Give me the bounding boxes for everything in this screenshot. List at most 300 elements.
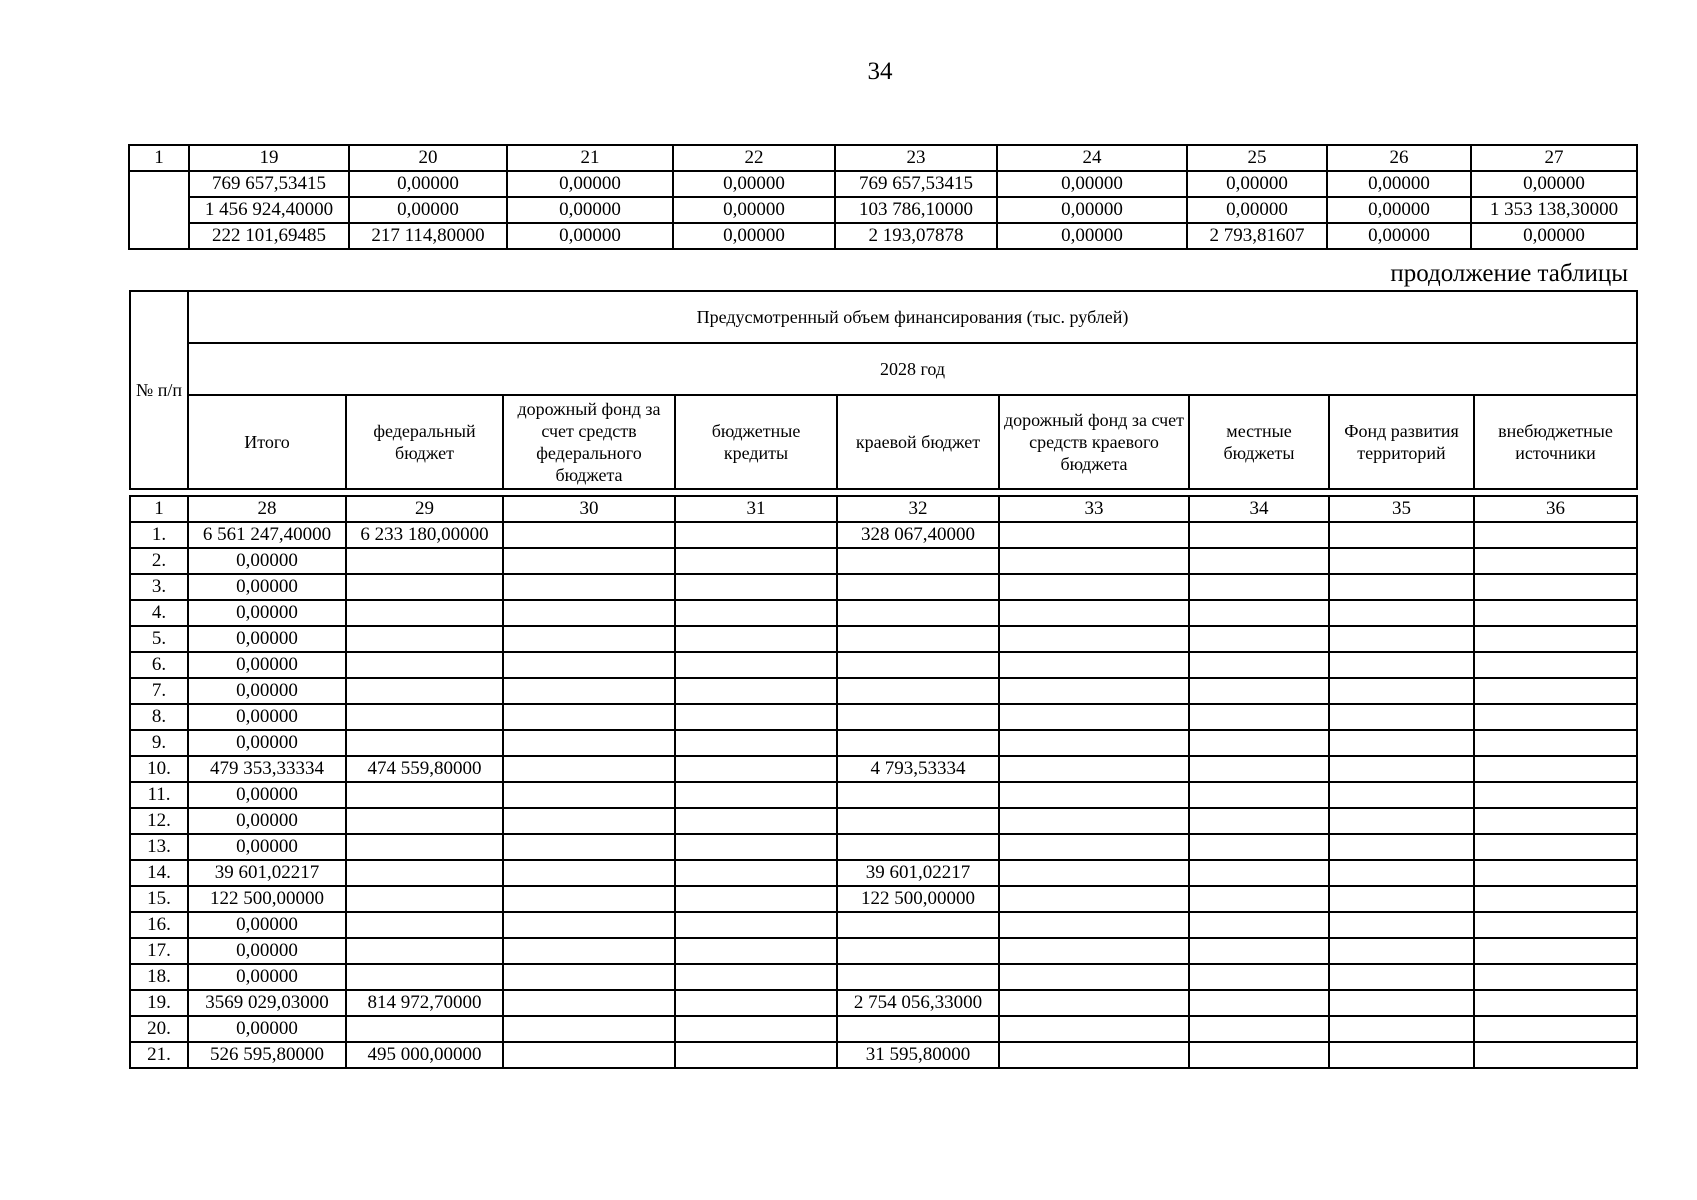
table-cell: 0,00000 [349,197,507,223]
table-row [130,912,1637,938]
column-number-cell: 26 [1327,145,1471,171]
table-cell: 479 353,33334 [188,756,346,782]
table-cell [1329,652,1474,678]
table-cell [837,834,999,860]
table-cell [675,704,837,730]
table-cell [1474,574,1637,600]
table-cell: 814 972,70000 [346,990,503,1016]
table-cell: 474 559,80000 [346,756,503,782]
table-cell [1189,808,1329,834]
table-cell [346,964,503,990]
table-cell: 0,00000 [997,223,1187,249]
table-cell [1329,626,1474,652]
table-cell [1474,782,1637,808]
table-cell: 0,00000 [188,912,346,938]
table-cell: 2 754 056,33000 [837,990,999,1016]
table-cell: 0,00000 [1187,197,1327,223]
column-header: краевой бюджет [837,395,999,489]
table-cell: 1 456 924,40000 [189,197,349,223]
year-header: 2028 год [188,343,1637,395]
table-cell [837,626,999,652]
row-number-cell: 12. [130,808,188,834]
column-number-cell: 1 [130,496,188,522]
table-cell: 0,00000 [1327,197,1471,223]
table-cell: 769 657,53415 [835,171,997,197]
table-cell: 0,00000 [507,171,673,197]
table-cell [1329,730,1474,756]
table-cell: 39 601,02217 [188,860,346,886]
table-cell [1474,1016,1637,1042]
table-cell [837,652,999,678]
table-cell [1189,886,1329,912]
column-number-cell: 30 [503,496,675,522]
table-cell [1474,938,1637,964]
row-number-cell: 20. [130,1016,188,1042]
table-cell [999,574,1189,600]
table-cell: 0,00000 [188,626,346,652]
table-cell [503,886,675,912]
table-cell [346,574,503,600]
row-number-cell: 3. [130,574,188,600]
table-cell: 222 101,69485 [189,223,349,249]
table-cell: 0,00000 [188,782,346,808]
table-cell [837,1016,999,1042]
table-cell [346,834,503,860]
table-cell [999,704,1189,730]
table-cell: 0,00000 [997,171,1187,197]
table-cell [1189,834,1329,860]
table-cell: 0,00000 [188,834,346,860]
table-cell [346,730,503,756]
table-cell [1189,1042,1329,1068]
row-number-cell: 14. [130,860,188,886]
table-cell [999,756,1189,782]
table-cell [1189,756,1329,782]
table-cell [346,704,503,730]
financing-header: Предусмотренный объем финансирования (тыс. рублей) [188,291,1637,343]
table-cell: 0,00000 [188,964,346,990]
table-cell [675,834,837,860]
table-cell [837,548,999,574]
column-header: дорожный фонд за счет средств федерального бюджета [503,395,675,489]
table-cell [1474,808,1637,834]
table-cell: 526 595,80000 [188,1042,346,1068]
row-number-cell: 21. [130,1042,188,1068]
table-cell: 1 353 138,30000 [1471,197,1637,223]
table-cell [503,1016,675,1042]
table-cell [1474,834,1637,860]
table-cell [1189,964,1329,990]
table-cell [675,652,837,678]
table-cell [675,548,837,574]
table-cell [1189,782,1329,808]
table-cell [1329,990,1474,1016]
page-number: 34 [867,58,893,85]
table-cell [346,938,503,964]
row-number-cell: 17. [130,938,188,964]
table-cell: 495 000,00000 [346,1042,503,1068]
table-cell [1474,756,1637,782]
table-cell: 0,00000 [188,548,346,574]
table-cell [346,808,503,834]
table-row [130,574,1637,600]
table-cell [999,964,1189,990]
table-cell [999,548,1189,574]
table-cell [837,938,999,964]
table-cell [1189,912,1329,938]
table-cell [675,782,837,808]
table-cell [1329,860,1474,886]
continuation-label: продолжение таблицы [1390,260,1628,287]
table-cell: 0,00000 [673,171,835,197]
table-cell [1474,1042,1637,1068]
data-table [129,495,1638,1069]
row-number-cell [129,171,189,249]
table-cell: 0,00000 [188,574,346,600]
table-cell [999,600,1189,626]
table-cell [1474,912,1637,938]
table-cell [1329,964,1474,990]
table-cell [675,990,837,1016]
table-row [130,730,1637,756]
table-row [130,678,1637,704]
table-cell [1474,730,1637,756]
table-cell [1329,834,1474,860]
table-row [130,938,1637,964]
table-cell: 0,00000 [188,808,346,834]
table-cell [675,860,837,886]
table-cell [1329,938,1474,964]
table-cell [346,600,503,626]
table-cell: 0,00000 [188,704,346,730]
table-cell: 31 595,80000 [837,1042,999,1068]
table-cell [1329,574,1474,600]
table-cell: 0,00000 [188,1016,346,1042]
table-row [130,704,1637,730]
table-cell [1189,1016,1329,1042]
table-cell [837,964,999,990]
table-cell [999,678,1189,704]
table-cell [503,600,675,626]
table-cell [1474,522,1637,548]
table-row [130,522,1637,548]
table-cell [503,782,675,808]
table-cell [503,990,675,1016]
table-cell [1474,548,1637,574]
table-cell [1329,912,1474,938]
row-number-cell: 16. [130,912,188,938]
table-row [130,626,1637,652]
table-cell [675,1016,837,1042]
table-cell [999,1042,1189,1068]
table-cell: 0,00000 [673,197,835,223]
table-cell [1189,600,1329,626]
table-cell [346,886,503,912]
table-cell [1474,678,1637,704]
table-cell [1329,522,1474,548]
column-number-cell: 19 [189,145,349,171]
table-row [130,756,1637,782]
column-number-cell: 36 [1474,496,1637,522]
column-number-cell: 22 [673,145,835,171]
table-cell [503,938,675,964]
column-header: федеральный бюджет [346,395,503,489]
table-cell [503,964,675,990]
column-header: бюджетные кредиты [675,395,837,489]
table-cell: 0,00000 [507,197,673,223]
table-cell [675,522,837,548]
column-header: Фонд развития территорий [1329,395,1474,489]
table-cell [837,678,999,704]
row-number-cell: 1. [130,522,188,548]
table-cell: 39 601,02217 [837,860,999,886]
table-cell [999,522,1189,548]
table-cell [1189,574,1329,600]
table-cell: 769 657,53415 [189,171,349,197]
table-cell [503,678,675,704]
table-cell: 103 786,10000 [835,197,997,223]
table-cell [837,782,999,808]
column-header: дорожный фонд за счет средств краевого бюджета [999,395,1189,489]
column-header: местные бюджеты [1189,395,1329,489]
table-cell [1474,964,1637,990]
table-cell: 217 114,80000 [349,223,507,249]
table-cell [346,548,503,574]
table-row [129,223,1637,249]
table-cell: 0,00000 [1471,171,1637,197]
column-number-cell: 29 [346,496,503,522]
table-cell [1474,704,1637,730]
number-column-header: № п/п [130,291,188,489]
table-cell: 0,00000 [997,197,1187,223]
table-cell [837,912,999,938]
table-cell [675,574,837,600]
table-cell [675,756,837,782]
table-cell [1189,678,1329,704]
table-cell [999,886,1189,912]
table-cell [1329,600,1474,626]
table-cell [1189,704,1329,730]
table-cell [503,574,675,600]
table-cell [1474,600,1637,626]
table-cell: 122 500,00000 [837,886,999,912]
table-row [130,782,1637,808]
table-cell [1189,522,1329,548]
row-number-cell: 4. [130,600,188,626]
table-cell [1329,1016,1474,1042]
table-cell [675,730,837,756]
table-cell [1189,548,1329,574]
table-cell [503,548,675,574]
table-cell: 0,00000 [188,730,346,756]
table-cell: 0,00000 [188,652,346,678]
table-cell: 4 793,53334 [837,756,999,782]
table-row [130,1042,1637,1068]
table-cell [837,730,999,756]
table-cell [503,652,675,678]
table-cell [999,938,1189,964]
column-header: Итого [188,395,346,489]
table-cell: 0,00000 [1327,171,1471,197]
row-number-cell: 5. [130,626,188,652]
table-cell [503,1042,675,1068]
table-cell [346,912,503,938]
row-number-cell: 10. [130,756,188,782]
row-number-cell: 13. [130,834,188,860]
table-cell [1329,756,1474,782]
table-cell [503,730,675,756]
table-cell [346,678,503,704]
column-number-cell: 32 [837,496,999,522]
table-row [130,600,1637,626]
row-number-cell: 15. [130,886,188,912]
table-cell [999,1016,1189,1042]
table-cell [1329,678,1474,704]
column-number-cell: 25 [1187,145,1327,171]
table-cell [503,808,675,834]
table-cell [346,1016,503,1042]
table-cell [503,860,675,886]
column-number-row [129,145,1637,171]
table-cell [999,730,1189,756]
column-number-cell: 21 [507,145,673,171]
table-cell [1189,652,1329,678]
column-number-cell: 31 [675,496,837,522]
row-number-cell: 9. [130,730,188,756]
table-cell [1329,548,1474,574]
column-number-cell: 28 [188,496,346,522]
table-cell: 0,00000 [188,600,346,626]
table-cell [675,886,837,912]
table-cell [346,860,503,886]
table-cell [675,808,837,834]
top-table [128,144,1638,250]
table-cell: 0,00000 [507,223,673,249]
table-cell: 6 561 247,40000 [188,522,346,548]
table-cell [999,626,1189,652]
table-cell: 0,00000 [188,938,346,964]
table-cell: 3569 029,03000 [188,990,346,1016]
table-cell [837,808,999,834]
table-cell [346,626,503,652]
column-number-cell: 34 [1189,496,1329,522]
table-cell: 6 233 180,00000 [346,522,503,548]
table-cell [1189,860,1329,886]
row-number-cell: 8. [130,704,188,730]
table-cell [503,912,675,938]
table-cell: 0,00000 [188,678,346,704]
table-cell [1189,626,1329,652]
table-cell [1189,730,1329,756]
table-row [130,834,1637,860]
row-number-cell: 2. [130,548,188,574]
row-number-cell: 11. [130,782,188,808]
column-number-cell: 23 [835,145,997,171]
table-cell: 0,00000 [673,223,835,249]
table-row [130,990,1637,1016]
table-cell [999,808,1189,834]
table-cell [999,834,1189,860]
table-cell [999,860,1189,886]
table-cell [999,990,1189,1016]
column-number-cell: 1 [129,145,189,171]
table-cell [999,652,1189,678]
table-cell [1329,808,1474,834]
table-row [130,548,1637,574]
table-cell [1474,652,1637,678]
row-number-cell: 18. [130,964,188,990]
table-cell [675,964,837,990]
table-row [129,171,1637,197]
table-cell [1329,782,1474,808]
table-cell [1329,886,1474,912]
row-number-cell: 6. [130,652,188,678]
column-number-cell: 24 [997,145,1187,171]
table-cell [837,574,999,600]
table-cell [1474,626,1637,652]
table-row [130,808,1637,834]
table-cell [837,704,999,730]
table-cell [346,782,503,808]
table-cell [503,704,675,730]
table-cell: 0,00000 [1327,223,1471,249]
table-row [130,860,1637,886]
table-row [130,886,1637,912]
table-cell [675,600,837,626]
table-cell: 2 793,81607 [1187,223,1327,249]
table-row [130,1016,1637,1042]
table-cell [503,522,675,548]
table-cell [675,626,837,652]
table-cell [1474,860,1637,886]
table-cell: 328 067,40000 [837,522,999,548]
table-cell [675,678,837,704]
table-cell [675,1042,837,1068]
table-cell [675,912,837,938]
column-number-cell: 20 [349,145,507,171]
table-cell [1189,990,1329,1016]
table-cell [1189,938,1329,964]
table-cell [1329,704,1474,730]
column-number-cell: 35 [1329,496,1474,522]
table-cell: 0,00000 [1471,223,1637,249]
table-row [130,964,1637,990]
table-cell: 122 500,00000 [188,886,346,912]
column-number-cell: 27 [1471,145,1637,171]
table-cell [1474,886,1637,912]
table-cell [675,938,837,964]
table-cell [999,912,1189,938]
table-cell [503,834,675,860]
table-cell: 2 193,07878 [835,223,997,249]
table-header [129,290,1638,490]
column-number-cell: 33 [999,496,1189,522]
row-number-cell: 7. [130,678,188,704]
table-cell [503,626,675,652]
table-cell [346,652,503,678]
column-header: внебюджетные источники [1474,395,1637,489]
table-row [130,652,1637,678]
table-cell: 0,00000 [349,171,507,197]
table-cell [503,756,675,782]
row-number-cell: 19. [130,990,188,1016]
table-cell [1474,990,1637,1016]
table-cell [999,782,1189,808]
column-number-row [130,496,1637,522]
table-cell [837,600,999,626]
table-cell: 0,00000 [1187,171,1327,197]
table-row [129,197,1637,223]
